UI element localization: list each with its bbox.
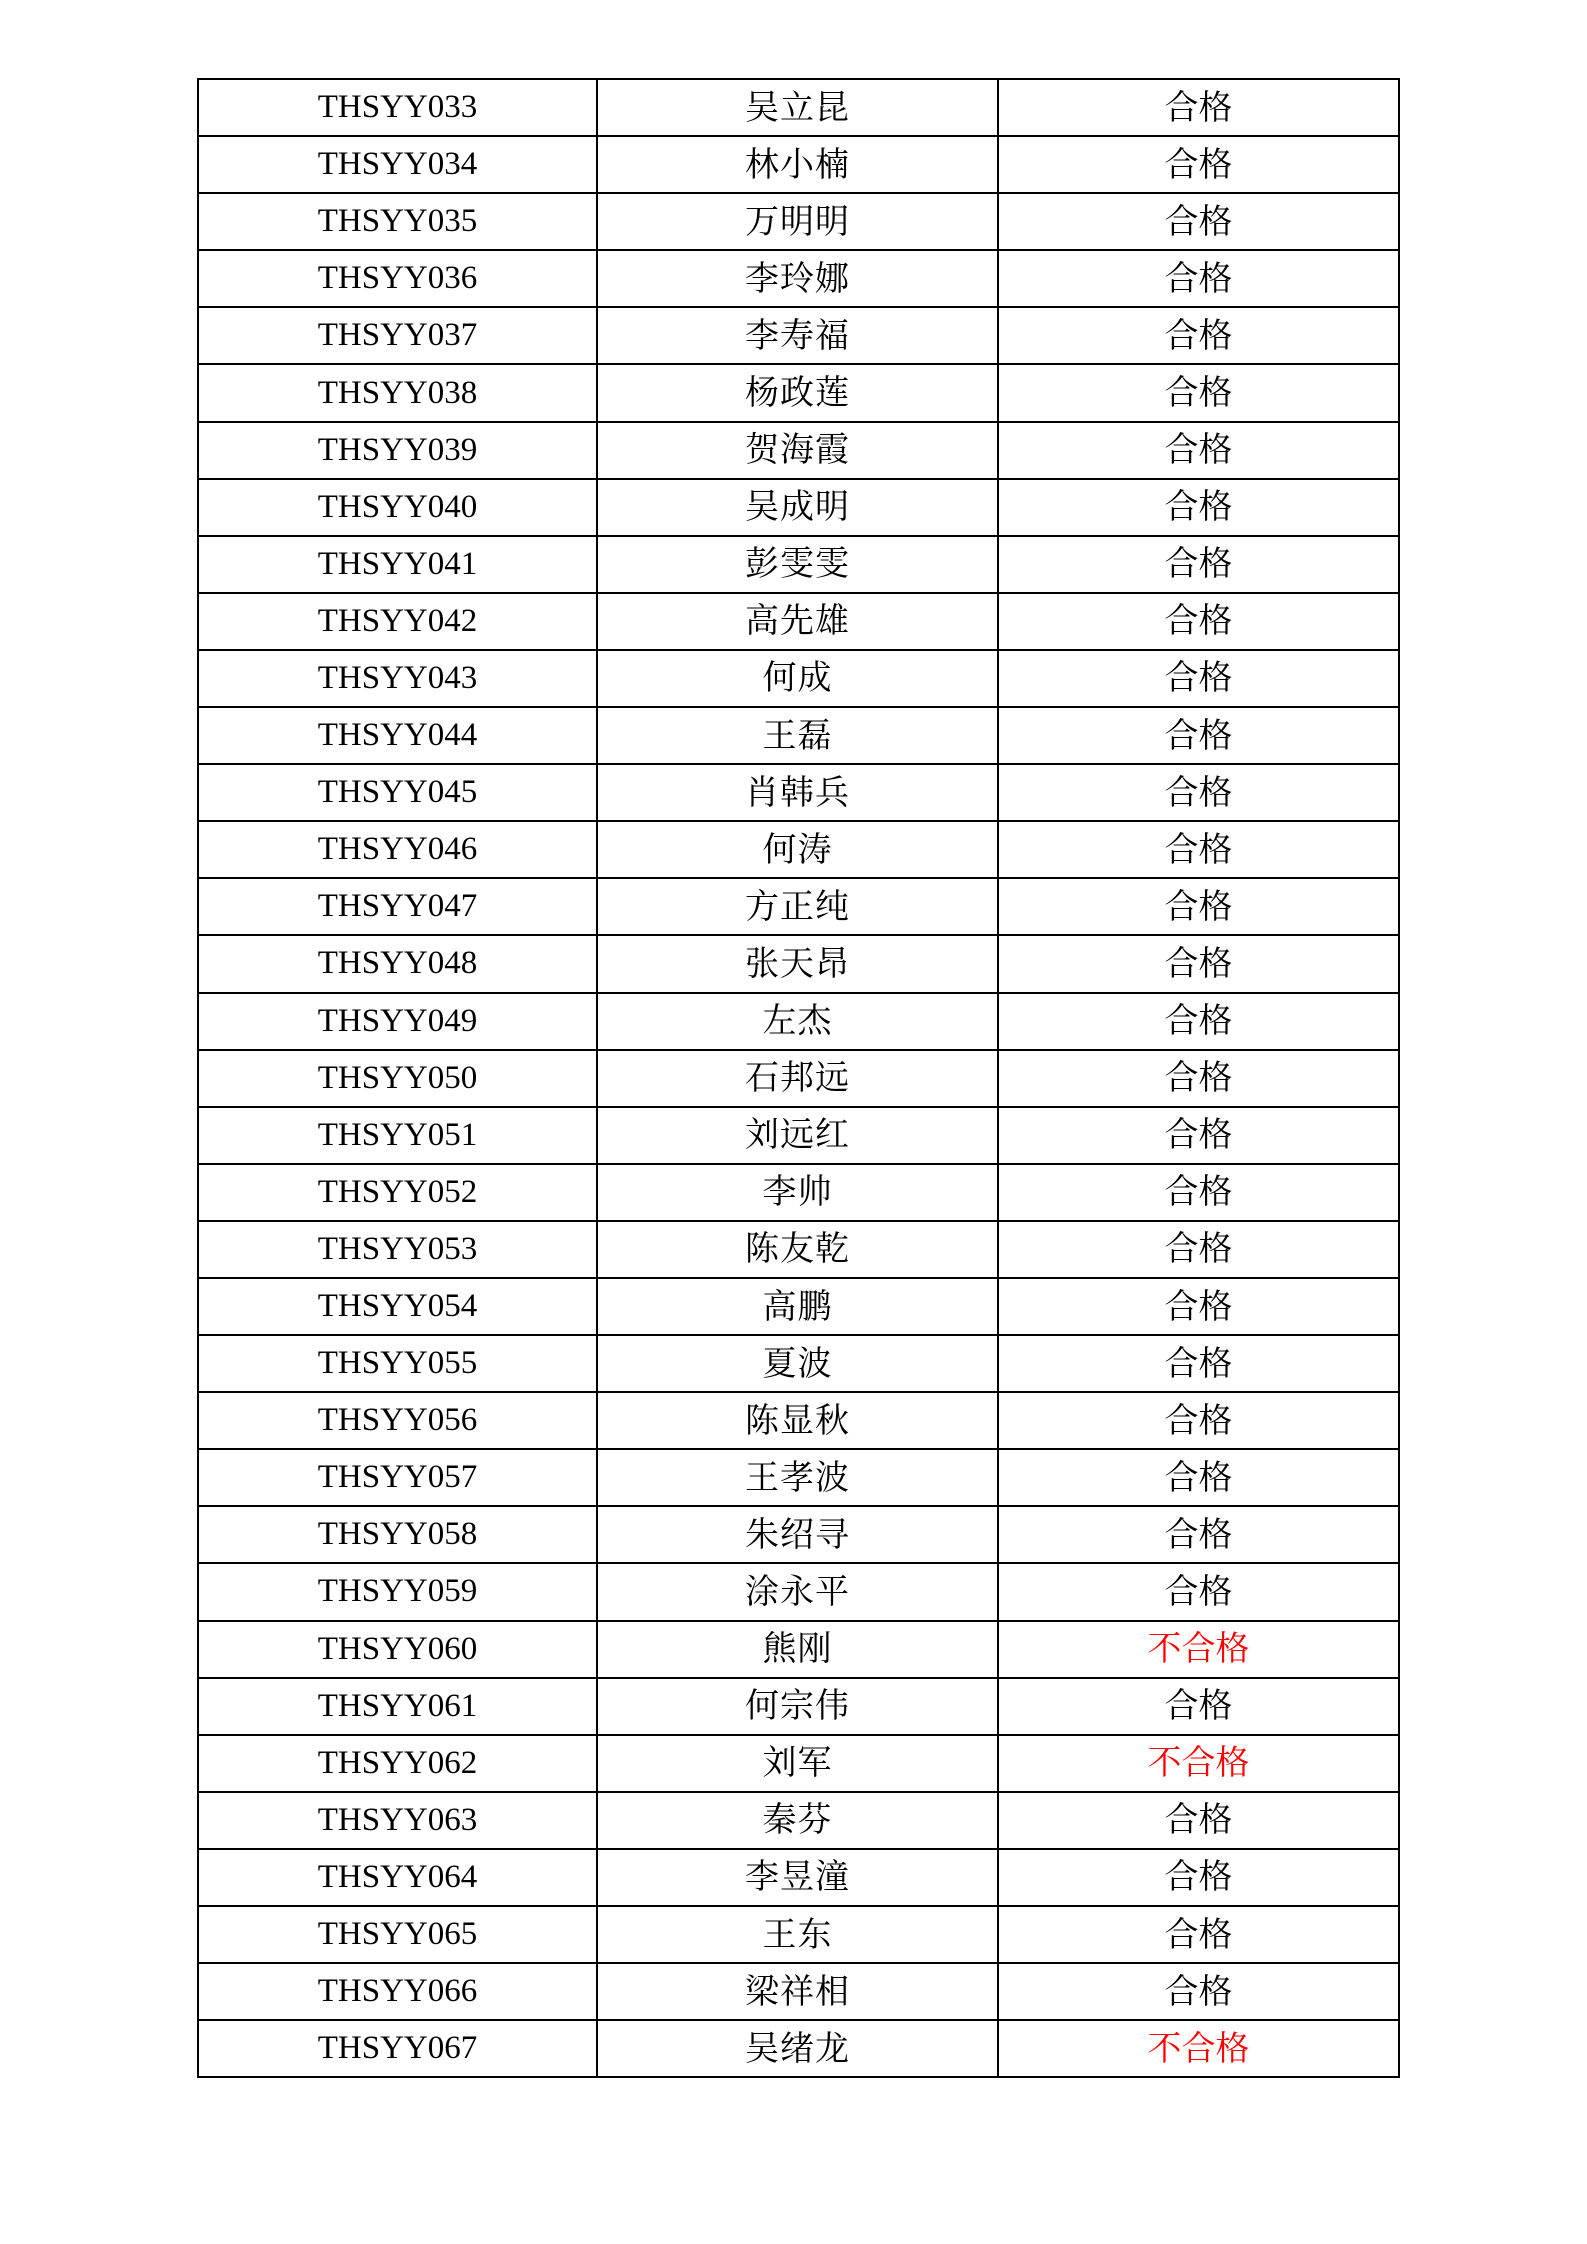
id-cell: THSYY048 (198, 935, 597, 992)
table-row (198, 307, 1399, 364)
name-cell: 何涛 (597, 821, 998, 878)
id-cell: THSYY034 (198, 136, 597, 193)
id-cell: THSYY035 (198, 193, 597, 250)
result-cell: 合格 (998, 993, 1399, 1050)
result-cell: 合格 (998, 1963, 1399, 2020)
id-cell: THSYY060 (198, 1621, 597, 1678)
name-cell: 李寿福 (597, 307, 998, 364)
result-cell: 合格 (998, 79, 1399, 136)
table-row (198, 250, 1399, 307)
name-cell: 高鹏 (597, 1278, 998, 1335)
table-row (198, 422, 1399, 479)
table-row (198, 593, 1399, 650)
name-cell: 李昱潼 (597, 1849, 998, 1906)
id-cell: THSYY057 (198, 1449, 597, 1506)
result-cell: 合格 (998, 422, 1399, 479)
table-row (198, 1278, 1399, 1335)
id-cell: THSYY055 (198, 1335, 597, 1392)
name-cell: 吴绪龙 (597, 2020, 998, 2077)
table-row (198, 364, 1399, 421)
result-cell: 合格 (998, 878, 1399, 935)
id-cell: THSYY056 (198, 1392, 597, 1449)
id-cell: THSYY066 (198, 1963, 597, 2020)
result-cell: 合格 (998, 1335, 1399, 1392)
id-cell: THSYY038 (198, 364, 597, 421)
name-cell: 彭雯雯 (597, 536, 998, 593)
result-cell: 合格 (998, 650, 1399, 707)
name-cell: 夏波 (597, 1335, 998, 1392)
results-table (197, 78, 1400, 2078)
result-cell: 合格 (998, 707, 1399, 764)
result-cell: 合格 (998, 1678, 1399, 1735)
result-cell: 合格 (998, 193, 1399, 250)
id-cell: THSYY063 (198, 1792, 597, 1849)
name-cell: 方正纯 (597, 878, 998, 935)
table-row (198, 935, 1399, 992)
table-row (198, 536, 1399, 593)
name-cell: 王东 (597, 1906, 998, 1963)
table-row (198, 1735, 1399, 1792)
result-cell: 不合格 (998, 1621, 1399, 1678)
id-cell: THSYY041 (198, 536, 597, 593)
name-cell: 石邦远 (597, 1050, 998, 1107)
table-row (198, 1849, 1399, 1906)
name-cell: 梁祥相 (597, 1963, 998, 2020)
result-cell: 合格 (998, 1449, 1399, 1506)
result-cell: 合格 (998, 364, 1399, 421)
name-cell: 何宗伟 (597, 1678, 998, 1735)
table-row (198, 878, 1399, 935)
table-row (198, 193, 1399, 250)
table-row (198, 1906, 1399, 1963)
name-cell: 肖韩兵 (597, 764, 998, 821)
id-cell: THSYY040 (198, 479, 597, 536)
table-row (198, 1963, 1399, 2020)
table-row (198, 1678, 1399, 1735)
name-cell: 万明明 (597, 193, 998, 250)
table-row (198, 1792, 1399, 1849)
id-cell: THSYY046 (198, 821, 597, 878)
id-cell: THSYY044 (198, 707, 597, 764)
name-cell: 秦芬 (597, 1792, 998, 1849)
result-cell: 合格 (998, 1392, 1399, 1449)
name-cell: 吴立昆 (597, 79, 998, 136)
name-cell: 朱绍寻 (597, 1506, 998, 1563)
id-cell: THSYY065 (198, 1906, 597, 1963)
name-cell: 刘远红 (597, 1107, 998, 1164)
result-cell: 合格 (998, 1278, 1399, 1335)
table-row (198, 1449, 1399, 1506)
id-cell: THSYY045 (198, 764, 597, 821)
result-cell: 合格 (998, 1107, 1399, 1164)
id-cell: THSYY042 (198, 593, 597, 650)
name-cell: 熊刚 (597, 1621, 998, 1678)
result-cell: 合格 (998, 136, 1399, 193)
name-cell: 陈显秋 (597, 1392, 998, 1449)
result-cell: 合格 (998, 250, 1399, 307)
result-cell: 合格 (998, 1563, 1399, 1620)
table-row (198, 821, 1399, 878)
result-cell: 合格 (998, 1849, 1399, 1906)
result-cell: 合格 (998, 307, 1399, 364)
result-cell: 合格 (998, 1792, 1399, 1849)
name-cell: 何成 (597, 650, 998, 707)
result-cell: 合格 (998, 1506, 1399, 1563)
result-cell: 不合格 (998, 1735, 1399, 1792)
name-cell: 刘军 (597, 1735, 998, 1792)
name-cell: 高先雄 (597, 593, 998, 650)
table-row (198, 1164, 1399, 1221)
id-cell: THSYY067 (198, 2020, 597, 2077)
table-row (198, 1335, 1399, 1392)
result-cell: 合格 (998, 593, 1399, 650)
table-row (198, 1563, 1399, 1620)
id-cell: THSYY050 (198, 1050, 597, 1107)
table-row (198, 2020, 1399, 2077)
name-cell: 涂永平 (597, 1563, 998, 1620)
id-cell: THSYY051 (198, 1107, 597, 1164)
id-cell: THSYY037 (198, 307, 597, 364)
name-cell: 李帅 (597, 1164, 998, 1221)
table-row (198, 1506, 1399, 1563)
id-cell: THSYY054 (198, 1278, 597, 1335)
name-cell: 左杰 (597, 993, 998, 1050)
table-row (198, 79, 1399, 136)
results-table-body (198, 79, 1399, 2077)
name-cell: 张天昂 (597, 935, 998, 992)
result-cell: 合格 (998, 479, 1399, 536)
result-cell: 合格 (998, 821, 1399, 878)
table-row (198, 1107, 1399, 1164)
name-cell: 李玲娜 (597, 250, 998, 307)
id-cell: THSYY052 (198, 1164, 597, 1221)
result-cell: 合格 (998, 935, 1399, 992)
table-row (198, 1392, 1399, 1449)
name-cell: 陈友乾 (597, 1221, 998, 1278)
table-row (198, 650, 1399, 707)
id-cell: THSYY064 (198, 1849, 597, 1906)
table-row (198, 479, 1399, 536)
name-cell: 贺海霞 (597, 422, 998, 479)
result-cell: 合格 (998, 1164, 1399, 1221)
table-row (198, 1050, 1399, 1107)
result-cell: 合格 (998, 1906, 1399, 1963)
id-cell: THSYY036 (198, 250, 597, 307)
id-cell: THSYY053 (198, 1221, 597, 1278)
name-cell: 吴成明 (597, 479, 998, 536)
id-cell: THSYY039 (198, 422, 597, 479)
table-row (198, 136, 1399, 193)
result-cell: 不合格 (998, 2020, 1399, 2077)
table-row (198, 993, 1399, 1050)
name-cell: 王孝波 (597, 1449, 998, 1506)
id-cell: THSYY043 (198, 650, 597, 707)
id-cell: THSYY061 (198, 1678, 597, 1735)
table-row (198, 707, 1399, 764)
name-cell: 王磊 (597, 707, 998, 764)
id-cell: THSYY062 (198, 1735, 597, 1792)
id-cell: THSYY047 (198, 878, 597, 935)
id-cell: THSYY033 (198, 79, 597, 136)
result-cell: 合格 (998, 1050, 1399, 1107)
name-cell: 杨政莲 (597, 364, 998, 421)
result-cell: 合格 (998, 536, 1399, 593)
name-cell: 林小楠 (597, 136, 998, 193)
table-row (198, 764, 1399, 821)
id-cell: THSYY059 (198, 1563, 597, 1620)
id-cell: THSYY049 (198, 993, 597, 1050)
table-row (198, 1621, 1399, 1678)
id-cell: THSYY058 (198, 1506, 597, 1563)
result-cell: 合格 (998, 1221, 1399, 1278)
table-row (198, 1221, 1399, 1278)
result-cell: 合格 (998, 764, 1399, 821)
